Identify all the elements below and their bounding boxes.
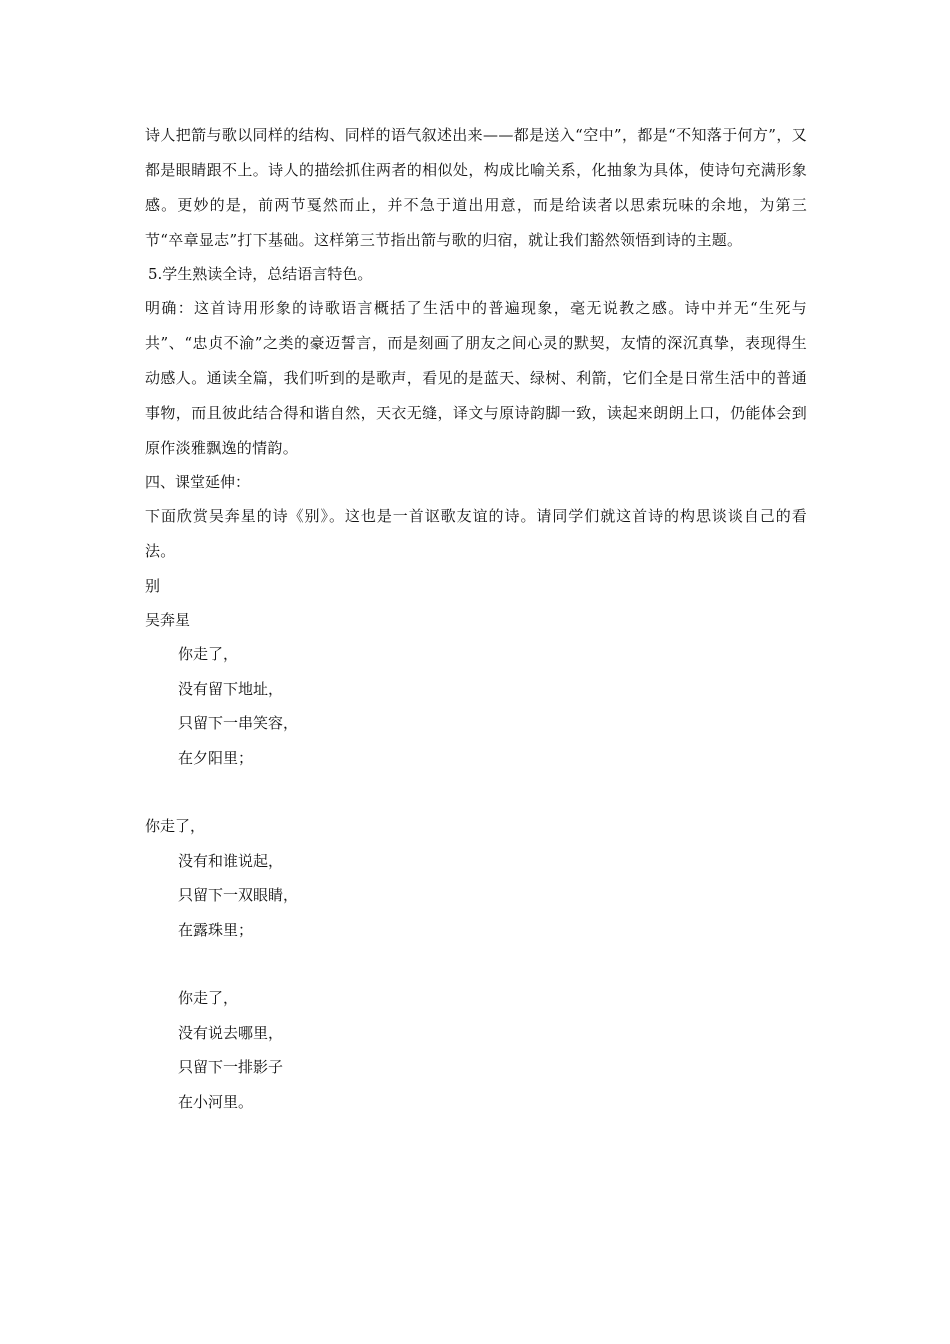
analysis-paragraph: 诗人把箭与歌以同样的结构、同样的语气叙述出来——都是送入“空中”，都是“不知落于何方”，又都是眼睛跟不上。诗人的描绘抓住两者的相似处，构成比喻关系，化抽象为具体，使诗句充满形象感。更妙的是，前两节戛然而止，并不急于道出用意，而是给读者以思索玩味的余地，为第三节“卒章显志”打下基础。这样第三节指出箭与歌的归宿，就让我们豁然领悟到诗的主题。 [145,126,807,249]
poem-line: 没有留下地址， [178,679,284,698]
poem-author: 吴奔星 [145,611,191,629]
poem-line: 你走了， [178,989,239,1007]
poem-line: 你走了， [178,645,239,663]
stanza-gap [145,947,807,981]
clarify-paragraph: 明确：这首诗用形象的诗歌语言概括了生活中的普遍现象，毫无说教之感。诗中并无“生死与共”、“忠贞不渝”之类的豪迈誓言，而是刻画了朋友之间心灵的默契，友情的深沉真挚，表现得生动感人。通读全篇，我们听到的是歌声，看见的是蓝天、绿树、利箭，它们全是日常生活中的普通事物，而且彼此结合得和谐自然，天衣无缝，译文与原诗韵脚一致，读起来朗朗上口，仍能体会到原作淡雅飘逸的情韵。 [145,299,807,457]
poem-line: 没有和谁说起， [178,851,284,870]
section-4-heading: 四、课堂延伸： [145,473,251,491]
poem-stanza-2 [145,809,807,947]
poem-line: 只留下一双眼睛， [178,886,299,904]
poem-title: 别 [145,577,161,595]
poem-stanza-1 [145,637,807,775]
poem-line: 在夕阳里； [178,748,254,767]
poem-line: 在小河里。 [178,1092,254,1111]
poem-stanza-3 [145,981,807,1119]
poem-line: 在露珠里； [178,920,254,939]
poem-line: 只留下一排影子 [178,1058,284,1076]
document-body [145,118,807,1119]
item-5: 5.学生熟读全诗，总结语言特色。 [148,265,373,283]
stanza-gap [145,775,807,809]
poem-line: 只留下一串笑容， [178,714,299,732]
poem-line: 你走了， [145,817,206,835]
section-4-intro: 下面欣赏吴奔星的诗《别》。这也是一首讴歌友谊的诗。请同学们就这首诗的构思谈谈自己的看法。 [145,507,807,560]
poem-line: 没有说去哪里， [178,1023,284,1042]
